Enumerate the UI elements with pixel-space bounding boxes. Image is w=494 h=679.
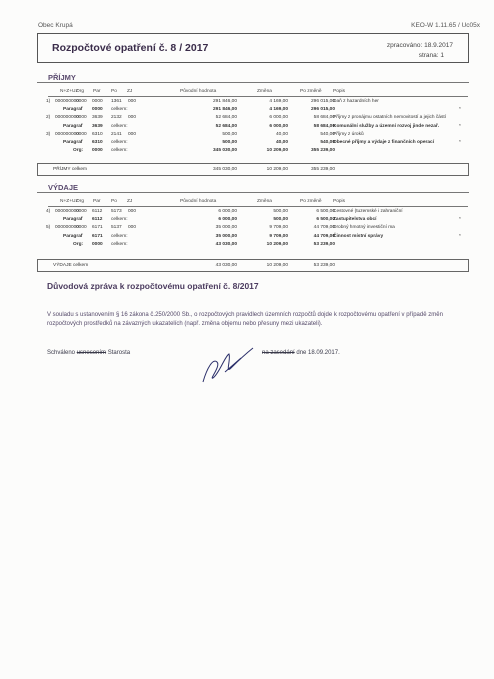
row-paragraph: 3639 <box>92 115 103 121</box>
row-description: Obecné příjmy a výdaje z finančních operací <box>333 140 435 145</box>
approval-by: Starosta <box>107 350 131 356</box>
expense-total-after: 53 239,00 <box>313 263 335 268</box>
expense-total-original: 43 030,00 <box>215 263 237 268</box>
row-change-value: 4 169,00 <box>269 107 288 113</box>
row-change-value: 10 209,00 <box>266 241 288 247</box>
row-org: 0000 <box>76 115 87 121</box>
column-header-zj: ZJ <box>127 199 133 204</box>
column-header-org: Org <box>76 199 84 204</box>
row-group-label: Paragraf <box>63 123 83 129</box>
row-description: Příjmy z úroků <box>333 131 364 137</box>
column-header-after: Po změně <box>300 199 322 204</box>
income-total-label: PŘÍJMY celkem <box>53 167 88 172</box>
column-header-par: Par <box>93 89 101 94</box>
row-original-value: 35 000,00 <box>215 225 237 231</box>
row-after-value: 540,00 <box>320 131 335 137</box>
row-item: celkem: <box>111 241 128 247</box>
income-section-label: PŘÍJMY <box>48 73 76 82</box>
column-header-po: Po <box>111 89 117 94</box>
row-item: 5137 <box>111 225 122 231</box>
row-item: celkem: <box>111 217 128 223</box>
row-marker: * <box>459 107 461 113</box>
row-paragraph: 6310 <box>92 131 103 137</box>
row-original-value: 291 846,00 <box>212 107 237 113</box>
row-number: 1) <box>46 99 51 104</box>
row-original-value: 35 000,00 <box>215 233 237 239</box>
report-heading: Důvodová zpráva k rozpočtovému opatření č. 8/2017 <box>47 281 259 291</box>
title-box <box>37 33 469 63</box>
row-after-value: 58 684,00 <box>313 123 335 129</box>
income-total-original: 345 030,00 <box>212 167 237 172</box>
row-after-value: 296 015,00 <box>310 99 335 104</box>
document-title: Rozpočtové opatření č. 8 / 2017 <box>52 42 209 54</box>
row-marker: * <box>459 140 461 145</box>
approval-date-line <box>262 350 340 356</box>
row-number: 5) <box>46 225 51 231</box>
row-paragraph: 6171 <box>92 225 103 231</box>
row-description: Příjmy z pronájmu ostatních nemovitostí a jejich částí <box>333 115 447 121</box>
row-item: 1361 <box>111 99 122 104</box>
row-zj: 000 <box>128 131 137 137</box>
row-change-value: 9 709,00 <box>269 233 288 239</box>
row-change-value: 10 209,00 <box>266 148 288 154</box>
row-zj: 000 <box>128 209 137 214</box>
row-item: celkem: <box>111 140 128 145</box>
row-description: Činnost místní správy <box>333 233 384 239</box>
row-description: Zastupitelstva obcí <box>333 217 377 223</box>
row-code: 000000000 <box>55 115 80 121</box>
row-description: Cestovné (tuzemské i zahraniční <box>333 209 403 214</box>
row-original-value: 500,00 <box>222 131 237 137</box>
processed-date: zpracováno: 18.9.2017 <box>386 42 453 49</box>
row-org: 0000 <box>76 131 87 137</box>
column-header-po: Po <box>111 199 117 204</box>
income-top-line <box>37 82 469 83</box>
row-after-value: 540,00 <box>320 140 335 145</box>
row-original-value: 6 000,00 <box>218 217 237 223</box>
row-org: 0000 <box>76 99 87 104</box>
row-description: Komunální služby a územní rozvoj jinde nezař. <box>333 123 440 129</box>
row-marker: * <box>459 123 461 129</box>
column-header-after: Po změně <box>300 89 322 94</box>
expense-total-label: VÝDAJE celkem <box>53 263 89 268</box>
row-change-value: 500,00 <box>273 209 288 214</box>
row-number: 2) <box>46 115 51 121</box>
row-item: 5173 <box>111 209 122 214</box>
row-after-value: 53 239,00 <box>313 241 335 247</box>
row-marker: * <box>459 233 461 239</box>
row-code: 000000000 <box>55 225 80 231</box>
row-paragraph: 6112 <box>92 217 103 223</box>
row-item: 2132 <box>111 115 122 121</box>
row-item: celkem: <box>111 107 128 113</box>
row-item: celkem: <box>111 148 128 154</box>
approval-date: dne 18.09.2017. <box>296 350 340 356</box>
row-item: celkem: <box>111 123 128 129</box>
row-paragraph: 6112 <box>92 209 103 214</box>
approval-struck-meeting: na zasedání <box>262 350 295 356</box>
row-org: 0000 <box>76 209 87 214</box>
signature-image <box>195 338 265 388</box>
software-version: KEO-W 1.11.65 / Uc05x <box>411 22 480 29</box>
row-after-value: 6 500,00 <box>316 209 335 214</box>
row-marker: * <box>459 217 461 223</box>
row-paragraph: 0000 <box>92 107 103 113</box>
row-paragraph: 6310 <box>92 140 103 145</box>
column-header-desc: Popis <box>333 89 345 94</box>
row-group-label: Paragraf <box>63 233 83 239</box>
row-paragraph: 6171 <box>92 233 103 239</box>
column-header-org: Org <box>76 89 84 94</box>
row-change-value: 6 000,00 <box>269 123 288 129</box>
row-original-value: 52 684,00 <box>215 123 237 129</box>
column-header-nzu: N+Z+Uz <box>60 199 78 204</box>
expense-header-line <box>48 206 468 207</box>
row-zj: 000 <box>128 225 137 231</box>
row-paragraph: 3639 <box>92 123 103 129</box>
row-change-value: 40,00 <box>275 140 288 145</box>
row-original-value: 52 684,00 <box>215 115 237 121</box>
row-change-value: 500,00 <box>273 217 288 223</box>
row-change-value: 9 709,00 <box>269 225 288 231</box>
income-header-line <box>48 96 468 97</box>
expense-top-line <box>37 192 469 193</box>
row-change-value: 6 000,00 <box>269 115 288 121</box>
row-original-value: 43 030,00 <box>215 241 237 247</box>
row-after-value: 44 709,00 <box>313 225 335 231</box>
municipality-name: Obec Krupá <box>38 22 73 29</box>
column-header-original: Původní hodnota <box>180 199 217 204</box>
row-original-value: 345 030,00 <box>212 148 237 154</box>
expense-section-label: VÝDAJE <box>48 183 79 192</box>
row-group-label: Org: <box>73 148 84 154</box>
row-group-label: Org: <box>73 241 84 247</box>
row-original-value: 500,00 <box>222 140 237 145</box>
approval-prefix: Schváleno <box>47 350 76 356</box>
column-header-desc: Popis <box>333 199 345 204</box>
row-description: Daň z hazardních her <box>333 99 379 104</box>
row-paragraph: 0000 <box>92 241 103 247</box>
report-text: V souladu s ustanovením § 16 zákona č.250/2000 Sb., o rozpočtových pravidlech územních rozpočtů dojde k rozpočtovému opatření v případě změn rozpočtových prostředků na závazných ukazatelích (např. změna objemu nebo přesuny mezi ukazateli). <box>47 312 443 327</box>
row-org: 0000 <box>76 225 87 231</box>
row-item: 2141 <box>111 131 122 137</box>
column-header-par: Par <box>93 199 101 204</box>
column-header-original: Původní hodnota <box>180 89 217 94</box>
row-original-value: 6 000,00 <box>218 209 237 214</box>
column-header-change: Změna <box>257 199 272 204</box>
row-after-value: 58 684,00 <box>313 115 335 121</box>
row-group-label: Paragraf <box>63 217 83 223</box>
row-after-value: 44 709,00 <box>313 233 335 239</box>
row-description: Drobný hmotný investiční ma <box>333 225 395 231</box>
row-group-label: Paragraf <box>63 107 83 113</box>
row-change-value: 40,00 <box>275 131 288 137</box>
expense-total-change: 10 209,00 <box>266 263 288 268</box>
income-total-change: 10 209,00 <box>266 167 288 172</box>
row-code: 000000000 <box>55 209 80 214</box>
row-change-value: 4 169,00 <box>269 99 288 104</box>
approval-line <box>47 350 130 356</box>
row-code: 000000000 <box>55 131 80 137</box>
income-total-after: 355 239,00 <box>310 167 335 172</box>
column-header-nzu: N+Z+Uz <box>60 89 78 94</box>
approval-struck-resolution: usnesením <box>76 350 107 356</box>
row-code: 000000000 <box>55 99 80 104</box>
row-number: 4) <box>46 209 51 214</box>
row-zj: 000 <box>128 115 137 121</box>
row-zj: 000 <box>128 99 137 104</box>
row-after-value: 355 239,00 <box>310 148 335 154</box>
row-item: celkem: <box>111 233 128 239</box>
row-paragraph: 0000 <box>92 99 103 104</box>
column-header-change: Změna <box>257 89 272 94</box>
row-number: 3) <box>46 131 51 137</box>
row-after-value: 6 500,00 <box>316 217 335 223</box>
row-original-value: 291 846,00 <box>212 99 237 104</box>
row-paragraph: 0000 <box>92 148 103 154</box>
row-group-label: Paragraf <box>63 140 83 145</box>
column-header-zj: ZJ <box>127 89 133 94</box>
page-number: strana: 1 <box>418 52 444 59</box>
row-after-value: 296 015,00 <box>310 107 335 113</box>
